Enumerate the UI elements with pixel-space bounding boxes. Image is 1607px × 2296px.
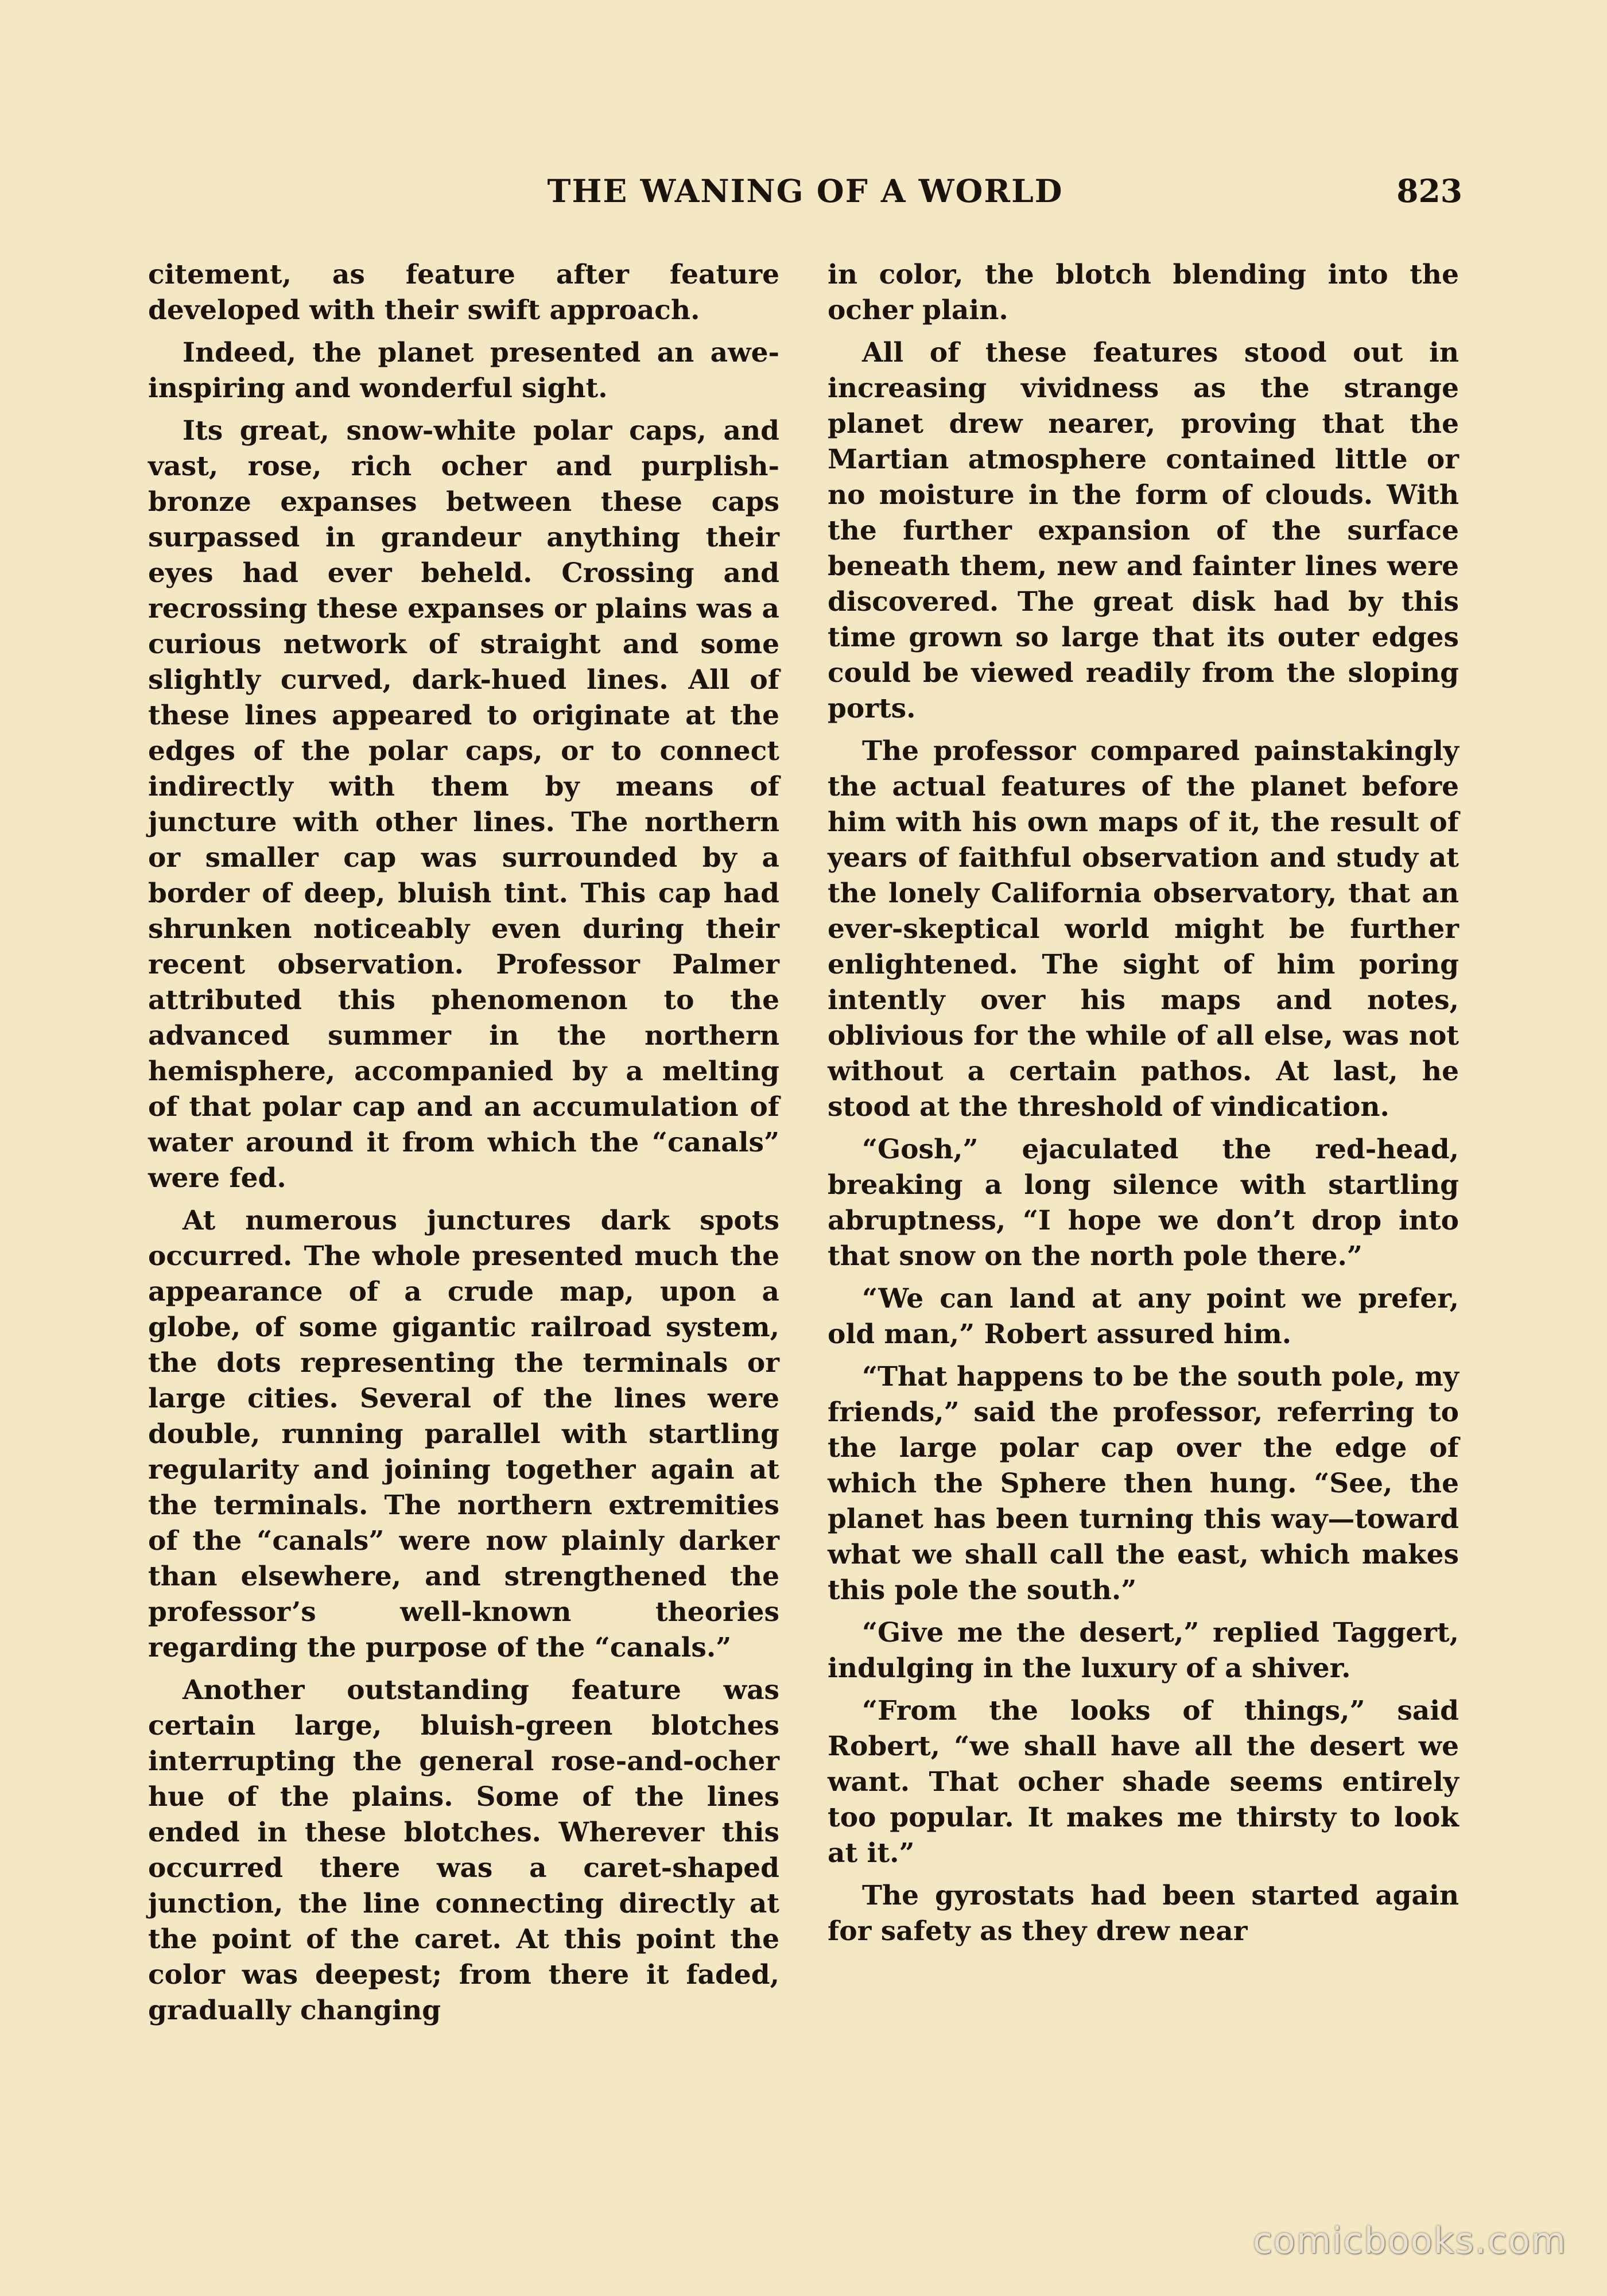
paragraph: in color, the blotch blending into the ocher plain.: [828, 259, 1459, 326]
running-title: THE WANING OF A WORLD: [547, 172, 1063, 210]
paragraph: Indeed, the planet presented an awe-inspiring and wonderful sight.: [148, 337, 779, 404]
watermark: comicbooks.com: [1252, 2220, 1567, 2262]
paragraph: Another outstanding feature was certain large, bluish-green blotches interrupting the general rose-and-ocher hue of the plains. Some of the lines ended in these blotches. Wherever this occurred there was a caret-shaped junction, the line connecting directly at the point of the caret. At this point the color was deepest; from there it faded, gradually changing: [148, 1674, 779, 2026]
left-column: [148, 257, 779, 2151]
paragraph: “Give me the desert,” replied Taggert, indulging in the luxury of a shiver.: [828, 1617, 1459, 1684]
paragraph: citement, as feature after feature developed with their swift approach.: [148, 259, 779, 326]
right-column: [828, 257, 1459, 2151]
paragraph: “From the looks of things,” said Robert, “we shall have all the desert we want. That ocher shade seems entirely too popular. It makes me thirsty to look at it.”: [828, 1695, 1459, 1869]
paragraph: “That happens to be the south pole, my friends,” said the professor, referring to the large polar cap over the edge of which the Sphere then hung. “See, the planet has been turning this way—toward what we shall call the east, which makes this pole the south.”: [828, 1361, 1459, 1606]
paragraph: Its great, snow-white polar caps, and vast, rose, rich ocher and purplish-bronze expanses between these caps surpassed in grandeur anything their eyes had ever beheld. Crossing and recrossing these expanses or plains was a curious network of straight and some slightly curved, dark-hued lines. All of these lines appeared to originate at the edges of the polar caps, or to connect indirectly with them by means of juncture with other lines. The northern or smaller cap was surrounded by a border of deep, bluish tint. This cap had shrunken noticeably even during their recent observation. Professor Palmer attributed this phenomenon to the advanced summer in the northern hemisphere, accompanied by a melting of that polar cap and an accumulation of water around it from which the “canals” were fed.: [148, 415, 779, 1194]
page-header: [148, 165, 1462, 217]
page-number: 823: [1396, 172, 1462, 210]
paragraph: The gyrostats had been started again for safety as they drew near: [828, 1880, 1459, 1947]
paragraph: At numerous junctures dark spots occurred. The whole presented much the appearance of a crude map, upon a globe, of some gigantic railroad system, the dots representing the terminals or large cities. Several of the lines were double, running parallel with startling regularity and joining together again at the terminals. The northern extremities of the “canals” were now plainly darker than elsewhere, and strengthened the professor’s well-known theories regarding the purpose of the “canals.”: [148, 1205, 779, 1663]
paragraph: All of these features stood out in increasing vividness as the strange planet drew nearer, proving that the Martian atmosphere contained little or no moisture in the form of clouds. With the further expansion of the surface beneath them, new and fainter lines were discovered. The great disk had by this time grown so large that its outer edges could be viewed readily from the sloping ports.: [828, 337, 1459, 724]
paragraph: “We can land at any point we prefer, old man,” Robert assured him.: [828, 1283, 1459, 1350]
paragraph: The professor compared painstakingly the actual features of the planet before him with his own maps of it, the result of years of faithful observation and study at the lonely California observatory, that an ever-skeptical world might be further enlightened. The sight of him poring intently over his maps and notes, oblivious for the while of all else, was not without a certain pathos. At last, he stood at the threshold of vindication.: [828, 735, 1459, 1123]
paragraph: “Gosh,” ejaculated the red-head, breaking a long silence with startling abruptness, “I hope we don’t drop into that snow on the north pole there.”: [828, 1134, 1459, 1272]
